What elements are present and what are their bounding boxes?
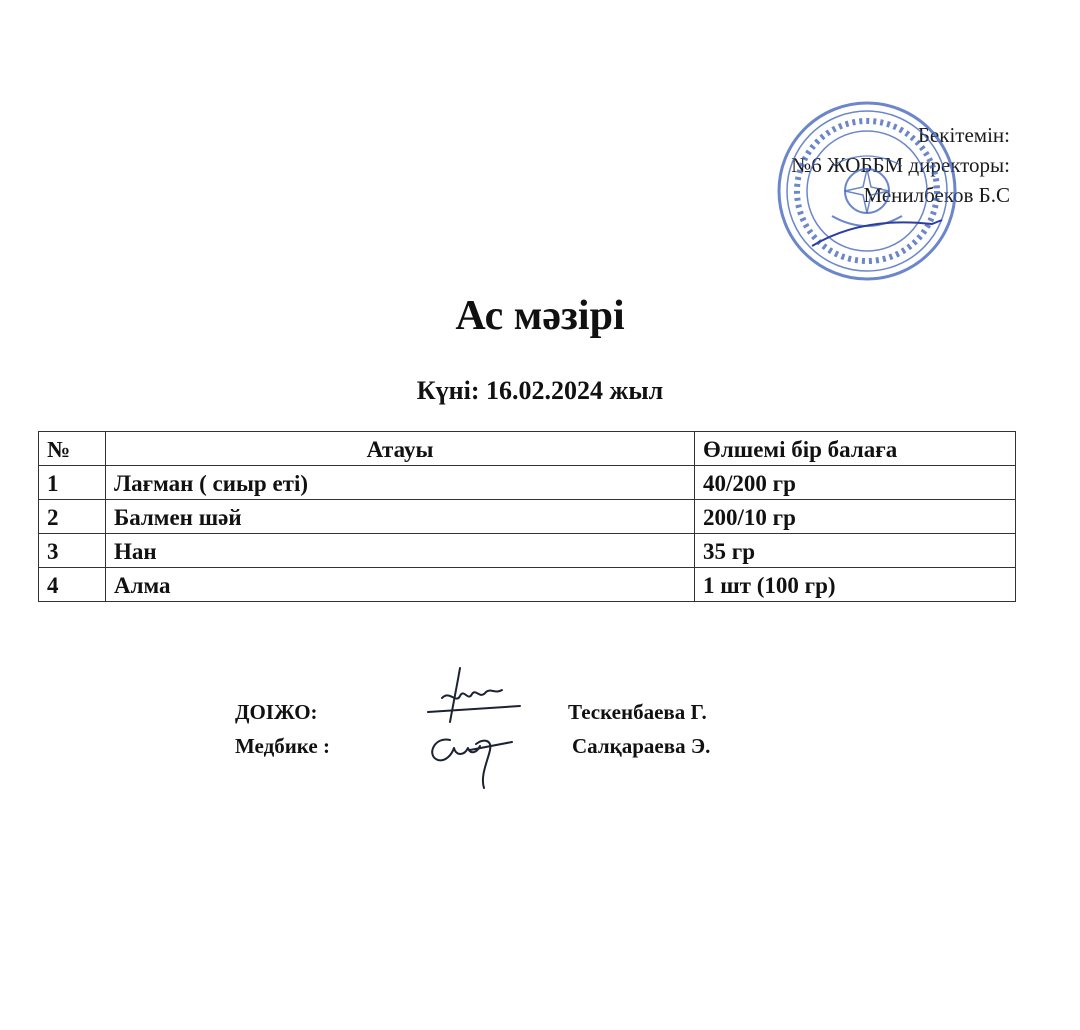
approval-position: №6 ЖОББМ директоры: — [791, 153, 1010, 177]
approval-director-name: Менилбеков Б.С — [863, 183, 1010, 207]
row-number: 2 — [39, 500, 106, 534]
row-portion: 35 гр — [695, 534, 1016, 568]
table-header-row — [39, 432, 1016, 466]
signature-name: Тескенбаева Г. — [568, 700, 707, 724]
signature-row — [235, 700, 795, 734]
row-portion: 1 шт (100 гр) — [695, 568, 1016, 602]
menu-table — [38, 431, 1016, 602]
header-number: № — [39, 432, 106, 466]
page-title: Ас мәзірі — [455, 293, 625, 339]
row-number: 4 — [39, 568, 106, 602]
table-row — [39, 568, 1016, 602]
table-row — [39, 534, 1016, 568]
signature-name: Салқараева Э. — [572, 734, 711, 758]
approval-heading: Бекітемін: — [917, 123, 1010, 147]
row-dish: Лағман ( сиыр еті) — [106, 466, 695, 500]
table-row — [39, 466, 1016, 500]
row-dish: Алма — [106, 568, 695, 602]
menu-date: Күні: 16.02.2024 жыл — [416, 376, 664, 405]
round-seal-icon — [772, 96, 962, 286]
signature-role: Медбике : — [235, 734, 330, 758]
row-portion: 200/10 гр — [695, 500, 1016, 534]
row-number: 3 — [39, 534, 106, 568]
signature-row — [235, 734, 795, 768]
row-dish: Нан — [106, 534, 695, 568]
signature-block — [235, 700, 795, 768]
header-portion: Өлшемі бір балаға — [695, 432, 1016, 466]
row-number: 1 — [39, 466, 106, 500]
signature-role: ДОІЖО: — [235, 700, 318, 724]
row-dish: Балмен шәй — [106, 500, 695, 534]
row-portion: 40/200 гр — [695, 466, 1016, 500]
table-row — [39, 500, 1016, 534]
header-name: Атауы — [106, 432, 695, 466]
